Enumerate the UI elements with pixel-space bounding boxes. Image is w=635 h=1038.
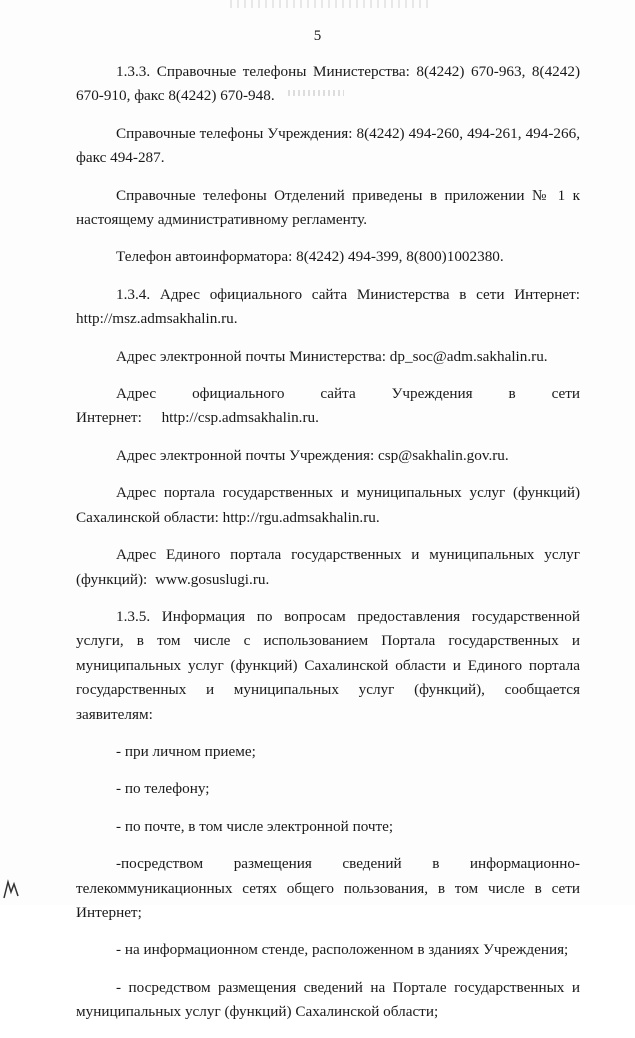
page-number: 5	[313, 28, 322, 44]
paragraph-branch-phones: Справочные телефоны Отделений приведены в приложении № 1 к настоящему административному регламенту.	[76, 186, 580, 229]
scan-artifact-top	[230, 0, 430, 8]
list-item-by-mail: - по почте, в том числе электронной почте;	[116, 817, 394, 835]
paragraph-autoinformer-phone: Телефон автоинформатора: 8(4242) 494-399, 8(800)1002380.	[116, 248, 504, 266]
paragraph-ministry-email: Адрес электронной почты Министерства: dp_soc@adm.sakhalin.ru.	[116, 347, 548, 365]
paragraph-1-3-4-ministry-site: 1.3.4. Адрес официального сайта Министерства в сети Интернет: http://msz.admsakhalin.ru.	[76, 285, 580, 328]
paragraph-institution-email: Адрес электронной почты Учреждения: csp@sakhalin.gov.ru.	[116, 446, 509, 464]
paragraph-institution-phones: Справочные телефоны Учреждения: 8(4242) 494-260, 494-261, 494-266, факс 494-287.	[76, 124, 580, 167]
scan-corner-mark	[2, 878, 20, 900]
paragraph-unified-portal: Адрес Единого портала государственных и муниципальных услуг (функций): www.gosuslugi.ru.	[76, 546, 580, 588]
paragraph-1-3-3-phones: 1.3.3. Справочные телефоны Министерства: 8(4242) 670-963, 8(4242) 670-910, факс 8(4242) 670-948.	[76, 63, 580, 105]
list-item-info-stand: - на информационном стенде, расположенном в зданиях Учреждения;	[116, 941, 569, 959]
list-item-personal-reception: - при личном приеме;	[116, 742, 256, 760]
paragraph-1-3-5-information: 1.3.5. Информация по вопросам предоставления государственной услуги, в том числе с использованием Портала государственных и муниципальных услуг (функций) Сахалинской области и Единого портала государственных и муниципальных услуг (функций), сообщается заявителям:	[76, 607, 580, 723]
list-item-by-phone: - по телефону;	[116, 780, 210, 798]
paragraph-regional-portal: Адрес портала государственных и муниципальных услуг (функций) Сахалинской области: http://rgu.admsakhalin.ru.	[76, 484, 580, 526]
paragraph-institution-site: Адрес официального сайта Учреждения в сети Интернет: http://csp.admsakhalin.ru.	[76, 385, 580, 427]
list-item-regional-portal: - посредством размещения сведений на Портале государственных и муниципальных услуг (функций) Сахалинской области;	[76, 978, 580, 1021]
document-body	[76, 60, 580, 1038]
list-item-networks: -посредством размещения сведений в информационно-телекоммуникационных сетях общего пользования, в том числе в сети Интернет;	[76, 855, 580, 921]
